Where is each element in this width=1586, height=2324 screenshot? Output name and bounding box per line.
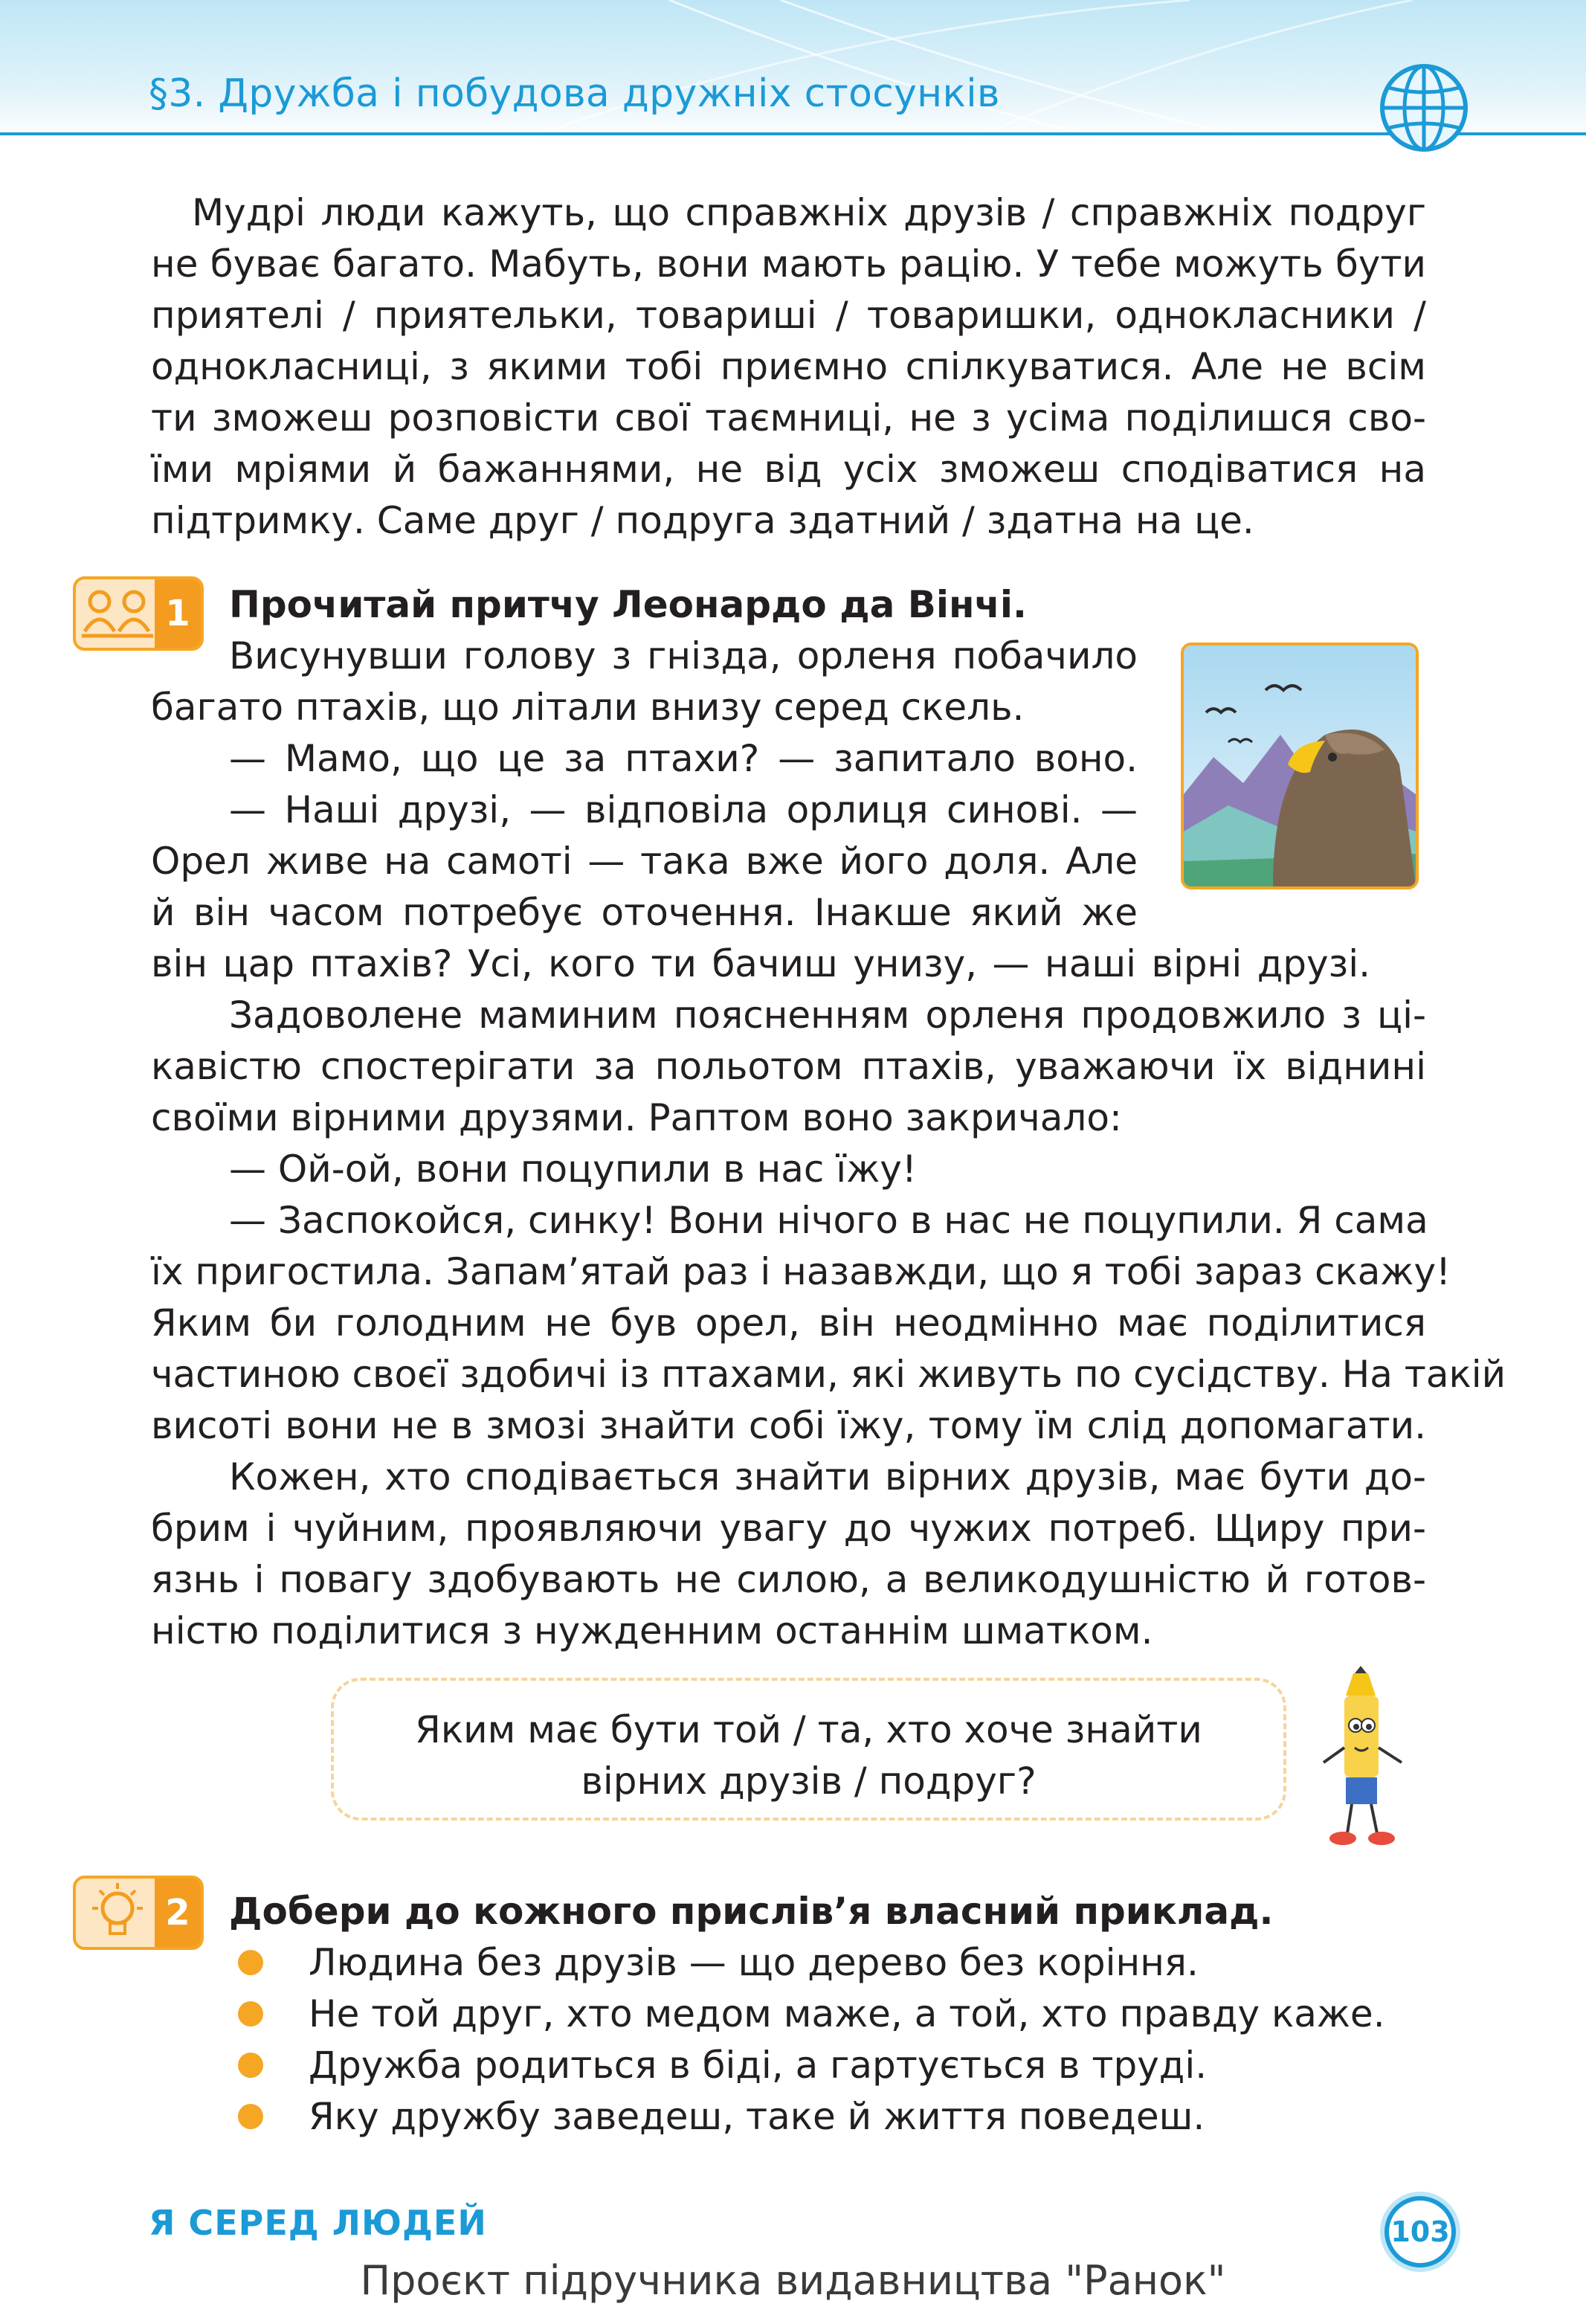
parable-line: Висунувши голову з гнізда, орленя побачило: [229, 634, 1138, 677]
eagle-illustration: [1181, 643, 1419, 889]
proverb-item: Дружба родиться в біді, а гартується в труді.: [309, 2044, 1208, 2087]
parable-line: — Заспокойся, синку! Вони нічого в нас не поцупили. Я сама: [229, 1199, 1428, 1242]
parable-line: й він часом потребує оточення. Інакше який же: [151, 891, 1138, 934]
parable-line: брим і чуйним, проявляючи увагу до чужих потреб. Щиру при-: [151, 1507, 1426, 1550]
intro-line: їми мріями й бажаннями, не від усіх зможеш сподіватися на: [151, 448, 1426, 491]
intro-line: ти зможеш розповісти свої таємниці, не з усіма поділишся сво-: [151, 396, 1426, 440]
parable-line: висоті вони не в змозі знайти собі їжу, тому їм слід допомагати.: [151, 1404, 1426, 1447]
bullet-icon: [238, 2001, 263, 2027]
parable-line: Задоволене маминим поясненням орленя продовжило з ці-: [229, 994, 1426, 1037]
parable-line: — Мамо, що це за птахи? — запитало воно.: [229, 737, 1138, 780]
task2-badge: [73, 1876, 204, 1950]
task-number: 1: [155, 579, 201, 648]
parable-line: — Наші друзі, — відповіла орлиця синові. —: [229, 788, 1138, 831]
parable-line: ністю поділитися з нужденним останнім шматком.: [151, 1609, 1153, 1652]
section-title: §3. Дружба і побудова дружніх стосунків: [149, 71, 1000, 116]
parable-line: багато птахів, що літали внизу серед скель.: [151, 686, 1025, 729]
globe-icon: [1377, 61, 1471, 155]
pencil-character-icon: [1309, 1666, 1435, 1852]
parable-line: кавістю спостерігати за польотом птахів, уважаючи їх віднині: [151, 1045, 1426, 1088]
task2-title: Добери до кожного прислів’я власний приклад.: [229, 1890, 1274, 1933]
page-number: 103: [1384, 2196, 1456, 2267]
intro-line: не буває багато. Мабуть, вони мають рацію. У тебе можуть бути: [151, 242, 1426, 286]
intro-line: приятелі / приятельки, товариші / товаришки, однокласники /: [151, 294, 1426, 337]
bullet-icon: [238, 2053, 263, 2078]
header-divider: [0, 132, 1586, 135]
footer-section-label: Я СЕРЕД ЛЮДЕЙ: [149, 2203, 487, 2243]
intro-line: підтримку. Саме друг / подруга здатний / здатна на це.: [151, 499, 1254, 542]
parable-line: Орел живе на самоті — така вже його доля. Але: [151, 840, 1138, 883]
proverb-item: Не той друг, хто медом маже, а той, хто правду каже.: [309, 1992, 1385, 2035]
intro-line: Мудрі люди кажуть, що справжніх друзів / справжніх подруг: [192, 191, 1426, 234]
parable-line: їх пригостила. Запам’ятай раз і назавжди, що я тобі зараз скажу!: [151, 1250, 1451, 1293]
parable-line: Кожен, хто сподівається знайти вірних друзів, має бути до-: [229, 1455, 1426, 1499]
parable-line: частиною своєї здобичі із птахами, які живуть по сусідству. На такій: [151, 1353, 1506, 1396]
people-discussion-icon: [76, 579, 159, 648]
task-number: 2: [155, 1879, 201, 1947]
lightbulb-icon: [76, 1879, 159, 1947]
eagle-icon: [1184, 646, 1416, 886]
parable-line: він цар птахів? Усі, кого ти бачиш унизу, — наші вірні друзі.: [151, 942, 1370, 985]
question-bubble: [331, 1678, 1286, 1821]
bullet-icon: [238, 2104, 263, 2129]
parable-line: Яким би голодним не був орел, він неодмінно має поділитися: [151, 1301, 1426, 1345]
question-line: вірних друзів / подруг?: [581, 1760, 1037, 1803]
task1-title: Прочитай притчу Леонардо да Вінчі.: [229, 583, 1027, 626]
header-decoration: [0, 0, 1586, 141]
intro-line: однокласниці, з якими тобі приємно спілкуватися. Але не всім: [151, 345, 1426, 388]
parable-line: — Ой-ой, вони поцупили в нас їжу!: [229, 1147, 917, 1191]
bullet-icon: [238, 1950, 263, 1975]
publisher-caption: Проєкт підручника видавництва "Ранок": [360, 2257, 1226, 2304]
task1-badge: [73, 576, 204, 651]
proverb-item: Яку дружбу заведеш, таке й життя поведеш.: [309, 2095, 1205, 2138]
question-line: Яким має бути той / та, хто хоче знайти: [415, 1708, 1202, 1751]
parable-line: язнь і повагу здобувають не силою, а великодушністю й готов-: [151, 1558, 1426, 1601]
parable-line: своїми вірними друзями. Раптом воно закричало:: [151, 1096, 1122, 1139]
proverb-item: Людина без друзів — що дерево без коріння.: [309, 1941, 1199, 1984]
